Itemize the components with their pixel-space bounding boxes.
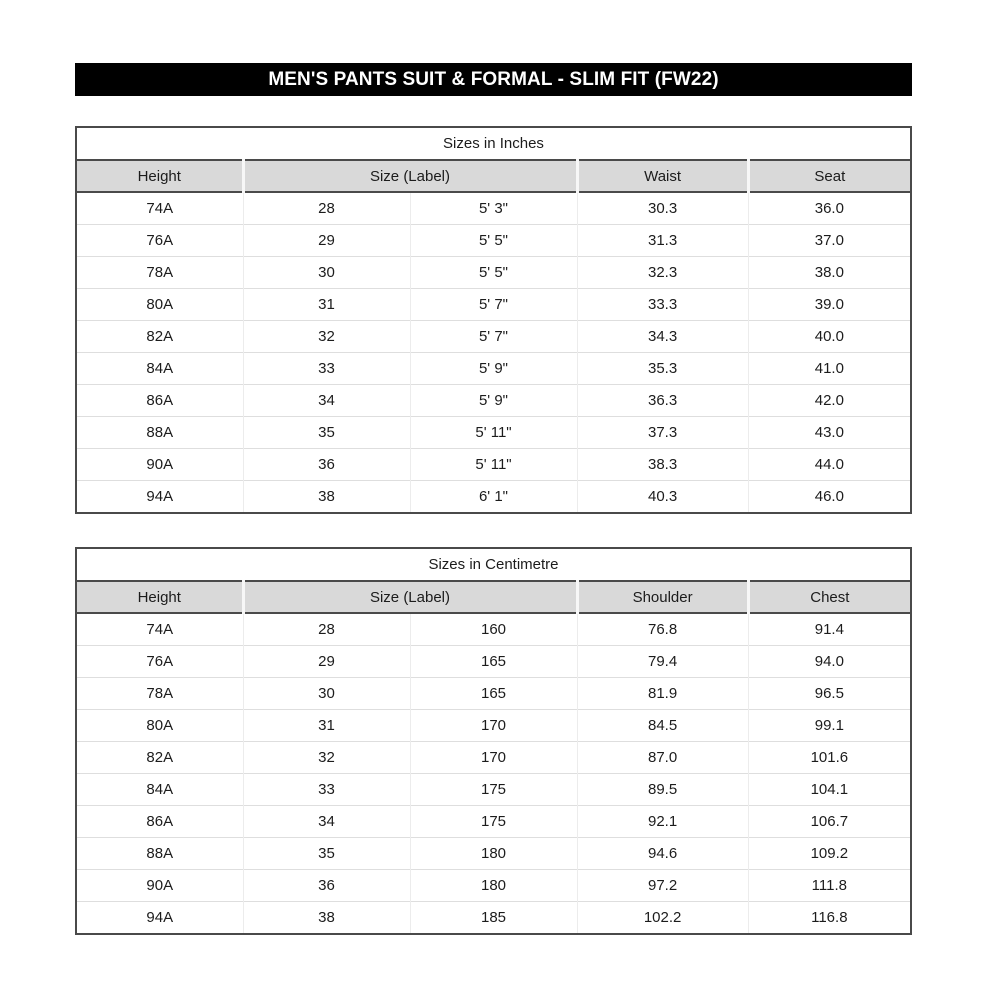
table-cell: 33: [243, 353, 410, 385]
table-cell: 5' 7": [410, 289, 577, 321]
table-cell: 41.0: [748, 353, 911, 385]
table-cell: 28: [243, 192, 410, 225]
inches-table-body: [76, 192, 911, 513]
table-cell: 94A: [76, 902, 243, 935]
table-cell: 92.1: [577, 806, 748, 838]
table-cell: 74A: [76, 192, 243, 225]
table-cell: 38: [243, 481, 410, 514]
table-cell: 35.3: [577, 353, 748, 385]
table-cell: 35: [243, 417, 410, 449]
table-cell: 94A: [76, 481, 243, 514]
table-cell: 91.4: [748, 613, 911, 646]
table-cell: 111.8: [748, 870, 911, 902]
table-cell: 180: [410, 838, 577, 870]
table-cell: 185: [410, 902, 577, 935]
table-cell: 74A: [76, 613, 243, 646]
table-row: [76, 806, 911, 838]
table-cell: 170: [410, 742, 577, 774]
table-cell: 165: [410, 678, 577, 710]
table-cell: 34: [243, 385, 410, 417]
table-row: [76, 481, 911, 514]
table-row: [76, 449, 911, 481]
table-cell: 38.0: [748, 257, 911, 289]
table-cell: 175: [410, 774, 577, 806]
table-cell: 31.3: [577, 225, 748, 257]
table-cell: 165: [410, 646, 577, 678]
column-header-seat: Seat: [748, 160, 911, 192]
table-row: [76, 257, 911, 289]
table-cell: 39.0: [748, 289, 911, 321]
table-row: [76, 613, 911, 646]
table-cell: 29: [243, 646, 410, 678]
table-row: [76, 838, 911, 870]
table-cell: 175: [410, 806, 577, 838]
table-cell: 84.5: [577, 710, 748, 742]
centimetre-table-body: [76, 613, 911, 934]
column-header-size-label: Size (Label): [243, 160, 577, 192]
table-title-row: [76, 127, 911, 160]
table-cell: 30.3: [577, 192, 748, 225]
table-cell: 30: [243, 257, 410, 289]
table-cell: 94.0: [748, 646, 911, 678]
table-cell: 5' 7": [410, 321, 577, 353]
table-cell: 80A: [76, 289, 243, 321]
table-cell: 5' 11": [410, 417, 577, 449]
table-cell: 82A: [76, 742, 243, 774]
table-cell: 87.0: [577, 742, 748, 774]
title-banner: [75, 63, 912, 96]
table-cell: 6' 1": [410, 481, 577, 514]
table-cell: 106.7: [748, 806, 911, 838]
table-cell: 78A: [76, 678, 243, 710]
table-title-row: [76, 548, 911, 581]
table-cell: 34.3: [577, 321, 748, 353]
page-title: MEN'S PANTS SUIT & FORMAL - SLIM FIT (FW22): [268, 68, 719, 90]
table-cell: 30: [243, 678, 410, 710]
table-cell: 88A: [76, 417, 243, 449]
table-cell: 5' 11": [410, 449, 577, 481]
table-cell: 99.1: [748, 710, 911, 742]
table-cell: 36: [243, 870, 410, 902]
table-row: [76, 870, 911, 902]
table-cell: 88A: [76, 838, 243, 870]
table-cell: 31: [243, 710, 410, 742]
inches-size-table: [75, 126, 912, 514]
table-cell: 84A: [76, 774, 243, 806]
table-cell: 82A: [76, 321, 243, 353]
table-cell: 37.3: [577, 417, 748, 449]
column-header-height: Height: [76, 581, 243, 613]
table-cell: 31: [243, 289, 410, 321]
table-cell: 81.9: [577, 678, 748, 710]
table-cell: 29: [243, 225, 410, 257]
table-row: [76, 742, 911, 774]
table-cell: 40.3: [577, 481, 748, 514]
table-cell: 76A: [76, 646, 243, 678]
table-row: [76, 225, 911, 257]
column-header-size-label: Size (Label): [243, 581, 577, 613]
table-row: [76, 192, 911, 225]
table-cell: 86A: [76, 385, 243, 417]
table-cell: 5' 9": [410, 353, 577, 385]
column-header-chest: Chest: [748, 581, 911, 613]
table-title: Sizes in Inches: [76, 127, 911, 160]
column-header-waist: Waist: [577, 160, 748, 192]
table-cell: 32: [243, 742, 410, 774]
table-cell: 42.0: [748, 385, 911, 417]
table-cell: 79.4: [577, 646, 748, 678]
table-cell: 32: [243, 321, 410, 353]
table-row: [76, 774, 911, 806]
table-cell: 84A: [76, 353, 243, 385]
table-cell: 5' 5": [410, 225, 577, 257]
column-header-height: Height: [76, 160, 243, 192]
table-header-row: [76, 160, 911, 192]
table-row: [76, 385, 911, 417]
table-cell: 80A: [76, 710, 243, 742]
table-header-row: [76, 581, 911, 613]
column-header-shoulder: Shoulder: [577, 581, 748, 613]
table-cell: 46.0: [748, 481, 911, 514]
table-title: Sizes in Centimetre: [76, 548, 911, 581]
table-cell: 76A: [76, 225, 243, 257]
table-cell: 96.5: [748, 678, 911, 710]
table-cell: 5' 5": [410, 257, 577, 289]
table-cell: 37.0: [748, 225, 911, 257]
table-cell: 33: [243, 774, 410, 806]
table-cell: 36: [243, 449, 410, 481]
table-row: [76, 902, 911, 935]
table-cell: 34: [243, 806, 410, 838]
table-row: [76, 417, 911, 449]
table-cell: 86A: [76, 806, 243, 838]
table-cell: 90A: [76, 870, 243, 902]
table-cell: 78A: [76, 257, 243, 289]
table-cell: 36.3: [577, 385, 748, 417]
table-cell: 32.3: [577, 257, 748, 289]
table-cell: 44.0: [748, 449, 911, 481]
table-cell: 116.8: [748, 902, 911, 935]
table-cell: 38.3: [577, 449, 748, 481]
table-cell: 97.2: [577, 870, 748, 902]
table-cell: 109.2: [748, 838, 911, 870]
table-cell: 36.0: [748, 192, 911, 225]
table-cell: 94.6: [577, 838, 748, 870]
table-cell: 76.8: [577, 613, 748, 646]
table-cell: 90A: [76, 449, 243, 481]
table-cell: 35: [243, 838, 410, 870]
centimetre-size-table: [75, 547, 912, 935]
table-cell: 104.1: [748, 774, 911, 806]
table-cell: 102.2: [577, 902, 748, 935]
table-cell: 40.0: [748, 321, 911, 353]
table-row: [76, 289, 911, 321]
table-row: [76, 321, 911, 353]
table-row: [76, 646, 911, 678]
table-cell: 101.6: [748, 742, 911, 774]
table-cell: 180: [410, 870, 577, 902]
table-cell: 170: [410, 710, 577, 742]
table-row: [76, 353, 911, 385]
table-row: [76, 710, 911, 742]
table-cell: 89.5: [577, 774, 748, 806]
table-cell: 160: [410, 613, 577, 646]
table-cell: 5' 3": [410, 192, 577, 225]
table-cell: 43.0: [748, 417, 911, 449]
table-cell: 5' 9": [410, 385, 577, 417]
table-cell: 38: [243, 902, 410, 935]
table-row: [76, 678, 911, 710]
table-cell: 33.3: [577, 289, 748, 321]
table-cell: 28: [243, 613, 410, 646]
